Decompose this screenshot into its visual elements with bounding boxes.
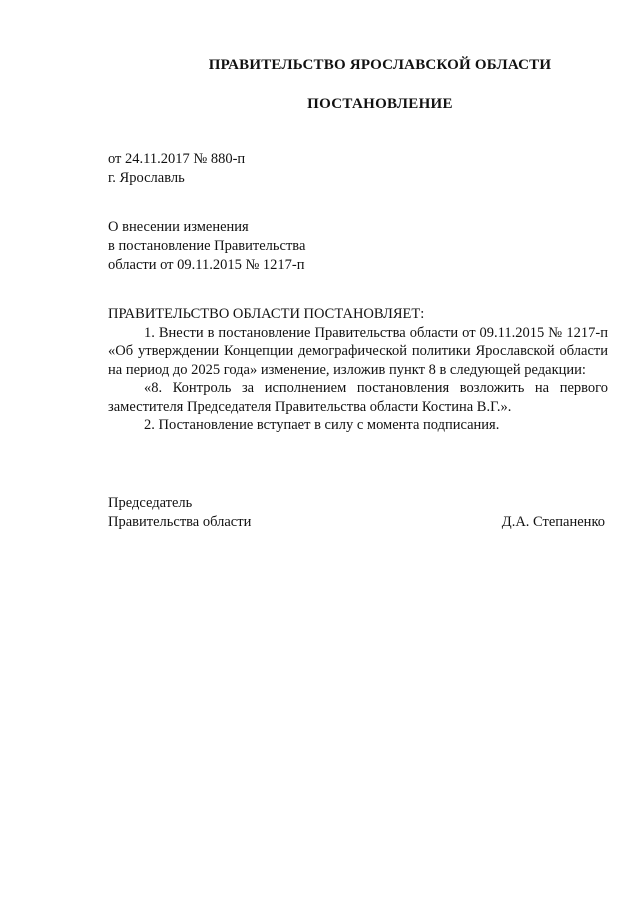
subject-line: области от 09.11.2015 № 1217-п xyxy=(108,257,305,273)
signatory-title: Правительства области xyxy=(108,514,252,530)
preamble: ПРАВИТЕЛЬСТВО ОБЛАСТИ ПОСТАНОВЛЯЕТ: xyxy=(108,306,425,322)
document-body xyxy=(108,305,608,435)
subject-line: О внесении изменения xyxy=(108,219,249,235)
signature-block xyxy=(108,494,605,532)
subject-line: в постановление Правительства xyxy=(108,238,306,254)
signatory-name: Д.А. Степаненко xyxy=(501,514,605,530)
body-paragraph: «8. Контроль за исполнением постановления возложить на первого заместителя Председателя Правительства области Костина В.Г.». xyxy=(108,380,608,415)
document-meta xyxy=(108,150,245,188)
signatory-title: Председатель xyxy=(108,495,193,511)
document-subject xyxy=(108,218,305,275)
issuing-authority: ПРАВИТЕЛЬСТВО ЯРОСЛАВСКОЙ ОБЛАСТИ xyxy=(208,57,552,73)
body-paragraph: 2. Постановление вступает в силу с момента подписания. xyxy=(144,417,500,433)
document-type: ПОСТАНОВЛЕНИЕ xyxy=(307,96,453,112)
body-paragraph: 1. Внести в постановление Правительства области от 09.11.2015 № 1217-п «Об утверждении Концепции демографической политики Ярославской области на период до 2025 года» изменение, изложив пункт 8 в следующей редакции: xyxy=(108,324,608,378)
city: г. Ярославль xyxy=(108,170,185,186)
date-number: от 24.11.2017 № 880-п xyxy=(108,151,246,167)
